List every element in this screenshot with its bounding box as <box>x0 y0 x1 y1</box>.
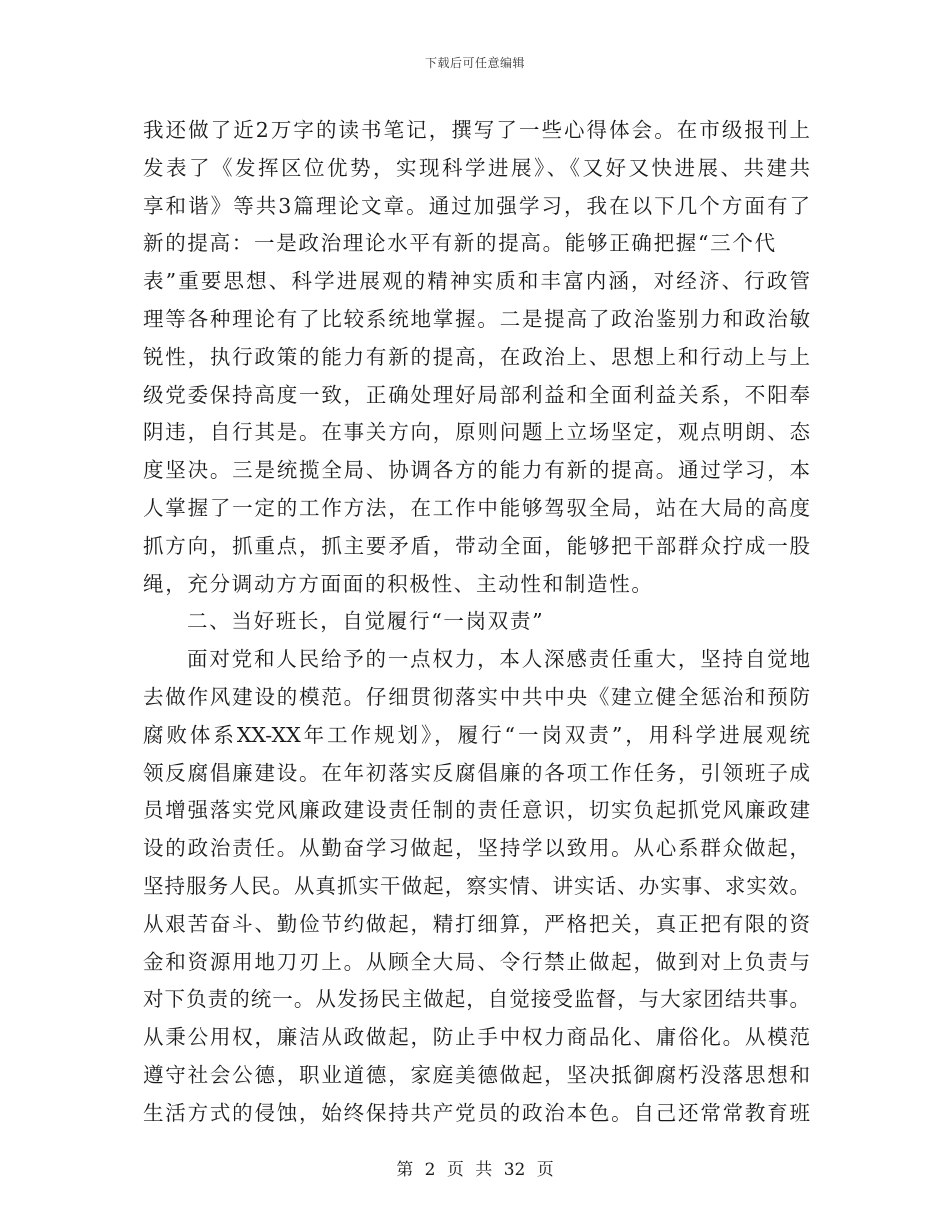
body-line: 锐性，执行政策的能力有新的提高，在政治上、思想上和行动上与上 <box>143 344 810 369</box>
body-line: 遵守社会公德，职业道德，家庭美德做起，坚决抵御腐朽没落思想和 <box>143 1062 810 1087</box>
body-line: 表”重要思想、科学进展观的精神实质和丰富内涵，对经济、行政管 <box>143 269 810 294</box>
body-line: 面对党和人民给予的一点权力，本人深感责任重大，坚持自觉地 <box>187 647 810 672</box>
body-line: 腐败体系XX-XX年工作规划》，履行“一岗双责”，用科学进展观统 <box>143 722 810 747</box>
body-line: 理等各种理论有了比较系统地掌握。二是提高了政治鉴别力和政治敏 <box>143 306 810 331</box>
body-line: 阴违，自行其是。在事关方向，原则问题上立场坚定，观点明朗、态 <box>143 420 810 445</box>
body-line: 对下负责的统一。从发扬民主做起，自觉接受监督，与大家团结共事。 <box>143 987 810 1012</box>
body-line: 我还做了近2万字的读书笔记，撰写了一些心得体会。在市级报刊上 <box>143 118 810 142</box>
body-line: 设的政治责任。从勤奋学习做起，坚持学以致用。从心系群众做起， <box>143 836 810 861</box>
body-line: 金和资源用地刀刃上。从顾全大局、令行禁止做起，做到对上负责与 <box>143 949 810 974</box>
body-line: 领反腐倡廉建设。在年初落实反腐倡廉的各项工作任务，引领班子成 <box>143 760 810 785</box>
document-body <box>143 112 810 1133</box>
body-line: 坚持服务人民。从真抓实干做起，察实情、讲实话、办实事、求实效。 <box>143 873 810 898</box>
page-header: 下载后可任意编辑 <box>424 56 525 70</box>
page-footer: 第 2 页 共 32 页 <box>396 1160 554 1180</box>
body-line: 从秉公用权，廉洁从政做起，防止手中权力商品化、庸俗化。从模范 <box>143 1025 810 1050</box>
body-line: 度坚决。三是统揽全局、协调各方的能力有新的提高。通过学习，本 <box>143 458 810 483</box>
body-line: 新的提高：一是政治理论水平有新的提高。能够正确把握“三个代 <box>143 231 777 256</box>
body-line: 从艰苦奋斗、勤俭节约做起，精打细算，严格把关，真正把有限的资 <box>143 911 810 936</box>
body-line: 人掌握了一定的工作方法，在工作中能够驾驭全局，站在大局的高度 <box>143 495 810 520</box>
body-line: 抓方向，抓重点，抓主要矛盾，带动全面，能够把干部群众拧成一股 <box>143 533 810 558</box>
body-line: 享和谐》等共3篇理论文章。通过加强学习，我在以下几个方面有了 <box>143 193 810 218</box>
body-line: 级党委保持高度一致，正确处理好局部利益和全面利益关系，不阳奉 <box>143 382 810 407</box>
body-line: 生活方式的侵蚀，始终保持共产党员的政治本色。自己还常常教育班 <box>143 1100 810 1125</box>
body-line: 发表了《发挥区位优势，实现科学进展》、《又好又快进展、共建共 <box>143 155 810 180</box>
body-line: 员增强落实党风廉政建设责任制的责任意识，切实负起抓党风廉政建 <box>143 798 810 823</box>
body-line: 绳，充分调动方方面面的积极性、主动性和制造性。 <box>143 571 654 596</box>
section-heading: 二、当好班长，自觉履行“一岗双责” <box>187 609 545 634</box>
body-line: 去做作风建设的模范。仔细贯彻落实中共中央《建立健全惩治和预防 <box>143 684 810 709</box>
